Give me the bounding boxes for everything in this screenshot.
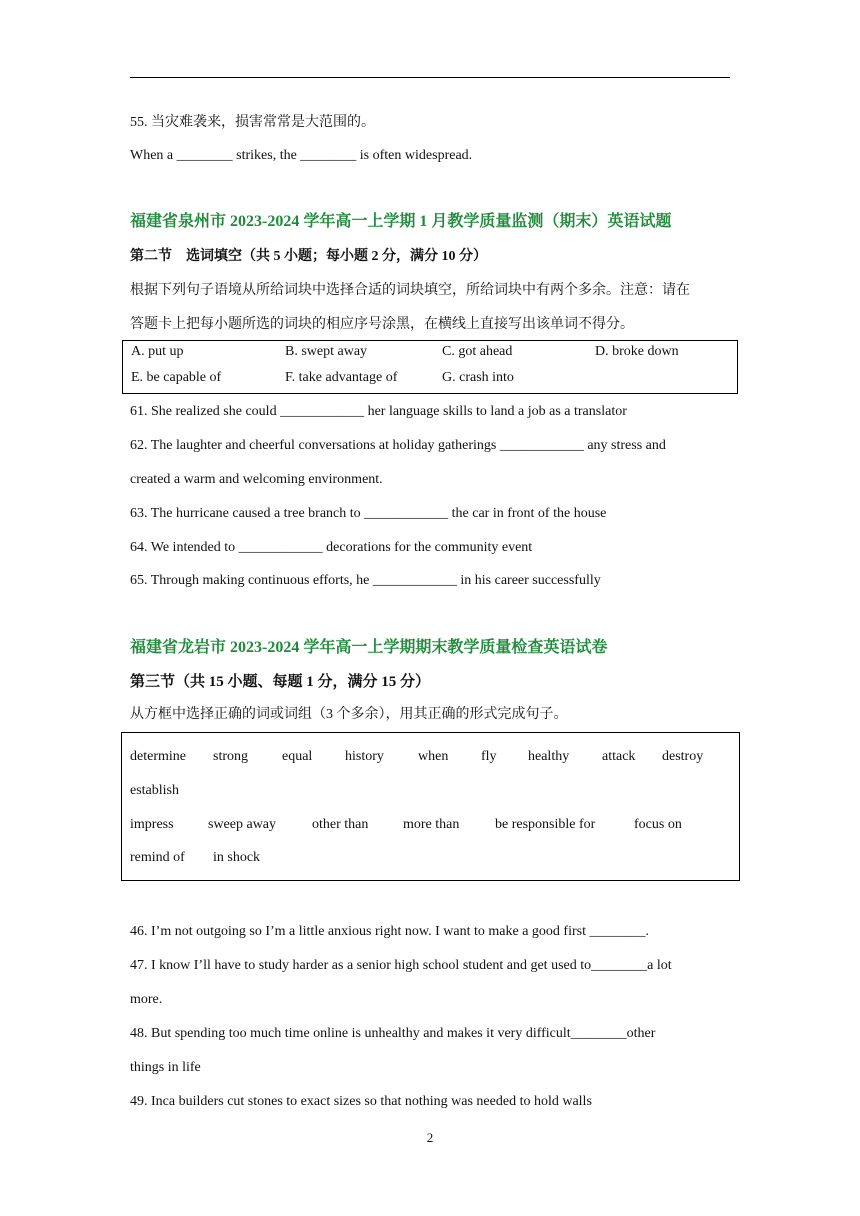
- section-quanzhou-subtitle: 第二节 选词填空（共 5 小题；每小题 2 分，满分 10 分）: [130, 249, 487, 264]
- word-impress: impress: [130, 817, 174, 832]
- word-destroy: destroy: [662, 749, 704, 764]
- section-quanzhou-instruction-2: 答题卡上把每小题所选的词块的相应序号涂黑，在横线上直接写出该单词不得分。: [130, 317, 634, 332]
- option-a: A. put up: [131, 344, 184, 359]
- question-61: 61. She realized she could ____________ her language skills to land a job as a translator: [130, 404, 627, 419]
- header-rule: [130, 77, 730, 78]
- section-quanzhou-title: 福建省泉州市 2023-2024 学年高一上学期 1 月教学质量监测（期末）英语试题: [130, 213, 672, 230]
- question-47-line-1: 47. I know I’ll have to study harder as a senior high school student and get used to________a lot: [130, 958, 672, 973]
- options-box: [122, 340, 738, 394]
- option-e: E. be capable of: [131, 370, 222, 385]
- word-in-shock: in shock: [213, 850, 261, 865]
- word-equal: equal: [282, 749, 313, 764]
- section-longyan-instruction: 从方框中选择正确的词或词组（3 个多余），用其正确的形式完成句子。: [130, 707, 568, 722]
- word-attack: attack: [602, 749, 636, 764]
- q55-chinese: 55. 当灾难袭来，损害常常是大范围的。: [130, 115, 375, 130]
- option-d: D. broke down: [595, 344, 679, 359]
- question-63: 63. The hurricane caused a tree branch to ____________ the car in front of the house: [130, 506, 607, 521]
- word-when: when: [418, 749, 449, 764]
- word-other-than: other than: [312, 817, 369, 832]
- option-g: G. crash into: [442, 370, 514, 385]
- section-longyan-subtitle: 第三节（共 15 小题、每题 1 分，满分 15 分）: [130, 674, 431, 690]
- question-62-line-2: created a warm and welcoming environment.: [130, 472, 383, 487]
- word-healthy: healthy: [528, 749, 570, 764]
- word-establish: establish: [130, 783, 179, 798]
- option-c: C. got ahead: [442, 344, 513, 359]
- option-b: B. swept away: [285, 344, 368, 359]
- word-remind-of: remind of: [130, 850, 185, 865]
- section-longyan-title: 福建省龙岩市 2023-2024 学年高一上学期期末教学质量检查英语试卷: [130, 639, 608, 656]
- word-determine: determine: [130, 749, 186, 764]
- question-47-line-2: more.: [130, 992, 163, 1007]
- question-49: 49. Inca builders cut stones to exact sizes so that nothing was needed to hold walls: [130, 1094, 592, 1109]
- q55-english: When a ________ strikes, the ________ is often widespread.: [130, 148, 473, 163]
- word-history: history: [345, 749, 384, 764]
- page-number: 2: [426, 1130, 434, 1145]
- question-64: 64. We intended to ____________ decorations for the community event: [130, 540, 533, 555]
- question-65: 65. Through making continuous efforts, he ____________ in his career successfully: [130, 573, 601, 588]
- question-46: 46. I’m not outgoing so I’m a little anxious right now. I want to make a good first ________.: [130, 924, 649, 939]
- word-strong: strong: [213, 749, 248, 764]
- question-62-line-1: 62. The laughter and cheerful conversations at holiday gatherings ____________ any stress and: [130, 438, 666, 453]
- word-focus-on: focus on: [634, 817, 682, 832]
- section-quanzhou-instruction-1: 根据下列句子语境从所给词块中选择合适的词块填空，所给词块中有两个多余。注意：请在: [130, 283, 690, 298]
- word-be-responsible-for: be responsible for: [495, 817, 596, 832]
- word-fly: fly: [481, 749, 497, 764]
- word-bank-box: [121, 732, 740, 881]
- question-48-line-1: 48. But spending too much time online is unhealthy and makes it very difficult________other: [130, 1026, 656, 1041]
- word-sweep-away: sweep away: [208, 817, 277, 832]
- word-more-than: more than: [403, 817, 460, 832]
- option-f: F. take advantage of: [285, 370, 398, 385]
- question-48-line-2: things in life: [130, 1060, 201, 1075]
